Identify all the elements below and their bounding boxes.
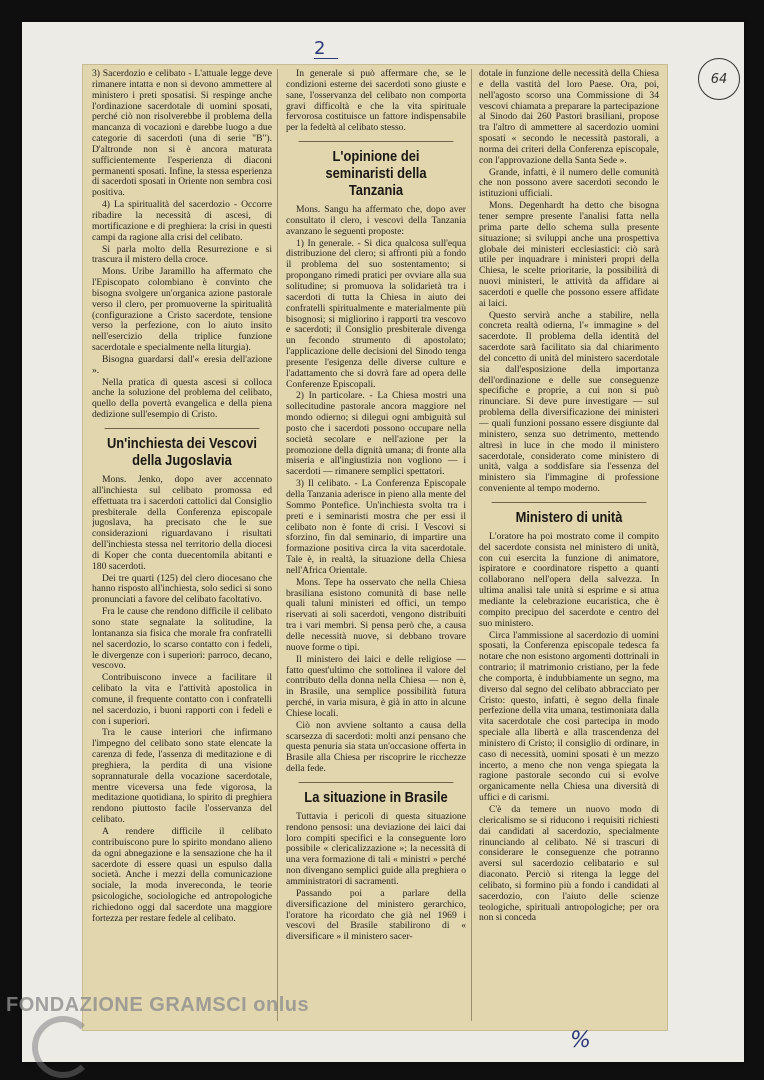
paragraph: 4) La spiritualità del sacerdozio - Occorre ribadire la necessità di ascesi, di mortificazione e di preghiera: la crisi in questi campi da ragione alla crisi del celibato.: [92, 199, 272, 243]
paragraph: Mons. Degenhardt ha detto che bisogna tener sempre presente l'analisi fatta nella prima parte dello schema sulla presente situazione; si sviluppi anche una prospettiva globale dei ministeri ecclesiastici: ciò sarà utile per inquadrare i ministeri propri della Chiesa, le scelte prioritarie, la possibilità di nuovi ministeri, le attività da affidare ai sacerdoti e quelle che possono essere affidate ai laici.: [479, 200, 659, 309]
section-heading: Un'inchiesta dei Vescovi della Jugoslavia: [105, 428, 260, 469]
paragraph: Bisogna guardarsi dall'« eresia dell'azione ».: [92, 353, 272, 376]
paragraph: 1) In generale. - Si dica qualcosa sull'equa distribuzione del clero; si affronti più a fondo il problema del suo sostentamento; si propongano rimedi pratici per ovviare alla sua solitudine; si promuova la solidarietà tra i sacerdoti di tutta la Chiesa in aiuto dei confratelli spiritualmente e materialmente più bisognosi; si migliorino i rapporti tra vescovo e sacerdoti; il Consiglio presbiterale divenga un fecondo strumento di apostolato; l'applicazione delle decisioni del Sinodo tenga presente l'esigenza delle diverse culture e l'adattamento che si dovrà fare ad opera delle Conferenze Episcopali.: [286, 237, 466, 390]
paragraph: Il ministero dei laici e delle religiose — fatto quest'ultimo che sottolinea il valore del contributo della donna nella Chiesa — non è, in Brasile, una semplice possibilità futura perché, in varia misura, è già in atto in alcune Chiese locali.: [286, 653, 466, 719]
paragraph: Dei tre quarti (125) del clero diocesano che hanno risposto all'inchiesta, solo sedici si sono pronunciati a favore del celibato facoltativo.: [92, 572, 272, 606]
column-divider: [471, 69, 472, 1021]
handwritten-page-number: 2: [314, 38, 338, 59]
paragraph: Mons. Tepe ha osservato che nella Chiesa brasiliana esistono comunità di base nelle quali taluni ministeri ed offici, un tempo riservati ai soli sacerdoti, vengono distribuiti tra i vari membri. Si pensa però che, a causa delle necessità nuove, si debbano trovare nuove forme o tipi.: [286, 576, 466, 653]
paragraph: L'oratore ha poi mostrato come il compito del sacerdote consista nel ministero di unità, con cui esercita la funzione di animatore, ispiratore e coordinatore rispetto a quanti collaborano nell'opera della salvezza. In ultima analisi tale unità si esprime e si attua mediante la celebrazione eucaristica, che è compito precipuo del sacerdote e centro del suo ministero.: [479, 530, 659, 629]
column-divider: [277, 69, 278, 1021]
paragraph: C'è da temere un nuovo modo di clericalismo se si riducono i requisiti richiesti dai candidati al sacerdozio, specialmente rinunciando al celibato. Né si trascuri di considerare le conseguenze che potranno aversi sul sacerdozio celibatario e sul diaconato. Perciò si ritenga la legge del celibato, si formino più a fondo i candidati al sacerdozio, con l'aiuto delle scienze teologiche, spirituali antropologiche; per ora non si conceda: [479, 804, 659, 924]
article-column-2: [286, 69, 466, 1024]
paragraph: Fra le cause che rendono difficile il celibato sono state segnalate la solitudine, la lontananza sia fisica che morale fra confratelli nel sacerdozio, lo scarso contatto con i fedeli, le divergenze con i superiori: parroco, decano, vescovo.: [92, 606, 272, 672]
paragraph: Grande, infatti, è il numero delle comunità che non possono avere sacerdoti secondo le istituzioni ufficiali.: [479, 166, 659, 200]
paragraph: Si parla molto della Resurrezione e si trascura il mistero della croce.: [92, 243, 272, 266]
paragraph: Circa l'ammissione al sacerdozio di uomini sposati, la Conferenza episcopale tedesca fa notare che non esistono argomenti dottrinali in contrario; il matrimonio cristiano, per la fede che comporta, è indubbiamente un segno, ma diverso dal segno del celibato abbracciato per Cristo: questo, infatti, è segno della finale perfezione della vita umana, testimoniata dalla vita sacerdotale che così partecipa in modo speciale alla libertà e alla trascendenza del ministero di Cristo; il consiglio di ordinare, in caso di necessità, uomini sposati è un mezzo incerto, a meno che non venga spiegata la ragione pastorale secondo cui si evolve organicamente nella Chiesa una diversità di uffici e di carismi.: [479, 629, 659, 804]
article-column-1: [92, 69, 272, 1024]
article-column-3: [479, 69, 659, 1024]
circled-archive-number: 64: [698, 58, 740, 100]
paragraph: 2) In particolare. - La Chiesa mostri una sollecitudine pastorale ancora maggiore nel mondo odierno; si dilegui ogni ambiguità sul posto che i sacerdoti possono occupare nella società secolare e nell'azione per la promozione della dignità umana; di fronte alla miseria e all'ingiustizia non vogliono — i sacerdoti — rimanere semplici spettatori.: [286, 390, 466, 478]
paragraph: A rendere difficile il celibato contribuiscono pure lo spirito mondano alieno da ogni abnegazione e la sensazione che ha il sacerdote di essere quasi un espulso dalla società. Anche i mezzi della comunicazione sociale, la moda invereconda, le teorie psicologiche, sociologiche ed antropologiche richiedono oggi dal sacerdote una maggiore fortezza per restare fedele al celibato.: [92, 826, 272, 924]
paragraph: Tuttavia i pericoli di questa situazione rendono pensosi: una deviazione dei laici dai loro compiti specifici e la conseguente loro possibile « clericalizzazione »; la necessità di una vera formazione di tali « ministri » perché non divengano semplici guide alla preghiera o amministratori di sacramenti.: [286, 810, 466, 887]
paragraph: Mons. Jenko, dopo aver accennato all'inchiesta sul celibato promossa ed effettuata tra i sacerdoti cattolici dal Consiglio presbiterale della Conferenza episcopale jugoslava, ha precisato che le sue considerazioni riguardavano i risultati dell'inchiesta stessa nel territorio della diocesi di Koper che conta duecentomila abitanti e 180 sacerdoti.: [92, 474, 272, 572]
paragraph: Contribuiscono invece a facilitare il celibato la vita e l'attività apostolica in comune, il frequente contatto con i confratelli nel sacerdozio, i buoni rapporti con i fedeli e con i superiori.: [92, 672, 272, 727]
section-heading: Ministero di unità: [492, 502, 647, 526]
paragraph: Questo servirà anche a stabilire, nella concreta realtà odierna, l'« immagine » del sacerdote. Il problema della identità del sacerdote sarà facilitato sia dal chiarimento del concetto di unità del ministero sacerdotale sia dall'esposizione della importanza dell'ordinazione e delle sue conseguenze specifiche e proprie, a cui non si può rinunciare. Si deve pure investigare — sul problema della diversificazione dei ministeri — quali funzioni possano essere disgiunte dal ministero, senza suo detrimento, mettendo altresì in luce in che modo il ministero sacerdotale, considerato come ministero di unità, valga a soddisfare sia l'essenza del ministero sia l'immagine di professione conveniente al tempo moderno.: [479, 309, 659, 495]
section-heading: L'opinione dei seminaristi della Tanzania: [299, 141, 454, 199]
newspaper-clipping: [82, 64, 668, 1031]
paragraph: Mons. Sangu ha affermato che, dopo aver consultato il clero, i vescovi della Tanzania avanzano le seguenti proposte:: [286, 204, 466, 237]
watermark-g-icon: [32, 1016, 94, 1078]
section-heading: La situazione in Brasile: [299, 782, 454, 806]
paragraph: Ciò non avviene soltanto a causa della scarsezza di sacerdoti: molti anzi pensano che questa penuria sia stata un'occasione offerta in Brasile alla Chiesa per riscoprire le ricchezze della fede.: [286, 719, 466, 775]
paragraph: Mons. Uribe Jaramillo ha affermato che l'Episcopato colombiano è convinto che bisogna svolgere un'organica azione pastorale verso il clero, per promuoverne la spiritualità (configurazione a Cristo sacerdote, tensione verso la perfezione, con lo aiuto insito nell'esercizio della triplice funzione sacerdotale e specialmente nella liturgia).: [92, 266, 272, 354]
paragraph: Passando poi a parlare della diversificazione del ministero gerarchico, l'oratore ha ricordato che già nel 1969 i vescovi del Brasile stabilirono di « diversificare » il ministero sacer-: [286, 887, 466, 943]
paragraph: 3) Il celibato. - La Conferenza Episcopale della Tanzania aderisce in pieno alla mente del Sommo Pontefice. Un'inchiesta svolta tra i preti e i seminaristi mostra che per essi il celibato non è fonte di crisi. I Vescovi si sforzino, fin dal seminario, di impartire una formazione positiva circa la vita sacerdotale. Tale è, in realtà, la situazione della Chiesa nell'Africa Orientale.: [286, 478, 466, 576]
paragraph: 3) Sacerdozio e celibato - L'attuale legge deve rimanere intatta e non si devono ammettere al ministero i preti sposatisi. Si respinge anche l'ordinazione sacerdotale di uomini sposati, perché ciò non risolverebbe il problema della mancanza di vocazioni e darebbe luogo a due categorie di sacerdoti (una di serie "B"). D'altronde non si è ancora maturata sufficientemente l'esperienza di diaconi permanenti sposati. Infine, la stessa esperienza di sacerdoti sposati in Oriente non sembra così positiva.: [92, 69, 272, 199]
watermark-logo: FONDAZIONE GRAMSCI onlus: [6, 994, 309, 1017]
paragraph: dotale in funzione delle necessità della Chiesa e della vastità del loro Paese. Ora, poi, nell'agosto scorso una Commissione di 34 vescovi chiamata a preparare la partecipazione al Sinodo dai 260 Pastori brasiliani, propose tra l'altro di ammettere al sacerdozio uomini sposati « secondo le necessità pastorali, a norma dei criteri della Conferenza episcopale, con l'approvazione della Santa Sede ».: [479, 69, 659, 166]
paragraph: Nella pratica di questa ascesi si colloca anche la soluzione del problema del celibato, quello della povertà evangelica e della piena dedizione sull'esempio di Cristo.: [92, 376, 272, 421]
paragraph: In generale si può affermare che, se le condizioni esterne dei sacerdoti sono giuste e sane, l'osservanza del celibato non comporta gravi difficoltà e che la vita spirituale fervorosa costituisce un fattore indispensabile per la fedeltà al celibato stesso.: [286, 69, 466, 134]
archive-sheet: [22, 22, 744, 1062]
paragraph: Tra le cause interiori che infirmano l'impegno del celibato sono state elencate la carenza di fede, l'assenza di meditazione e di preghiera, la perdita di una visione soprannaturale della vocazione sacerdotale, mentre viceversa una fede vigorosa, la meditazione quotidiana, lo spirito di preghiera rendono piuttosto facile l'osservanza del celibato.: [92, 727, 272, 826]
handwritten-mark: %: [570, 1028, 591, 1053]
